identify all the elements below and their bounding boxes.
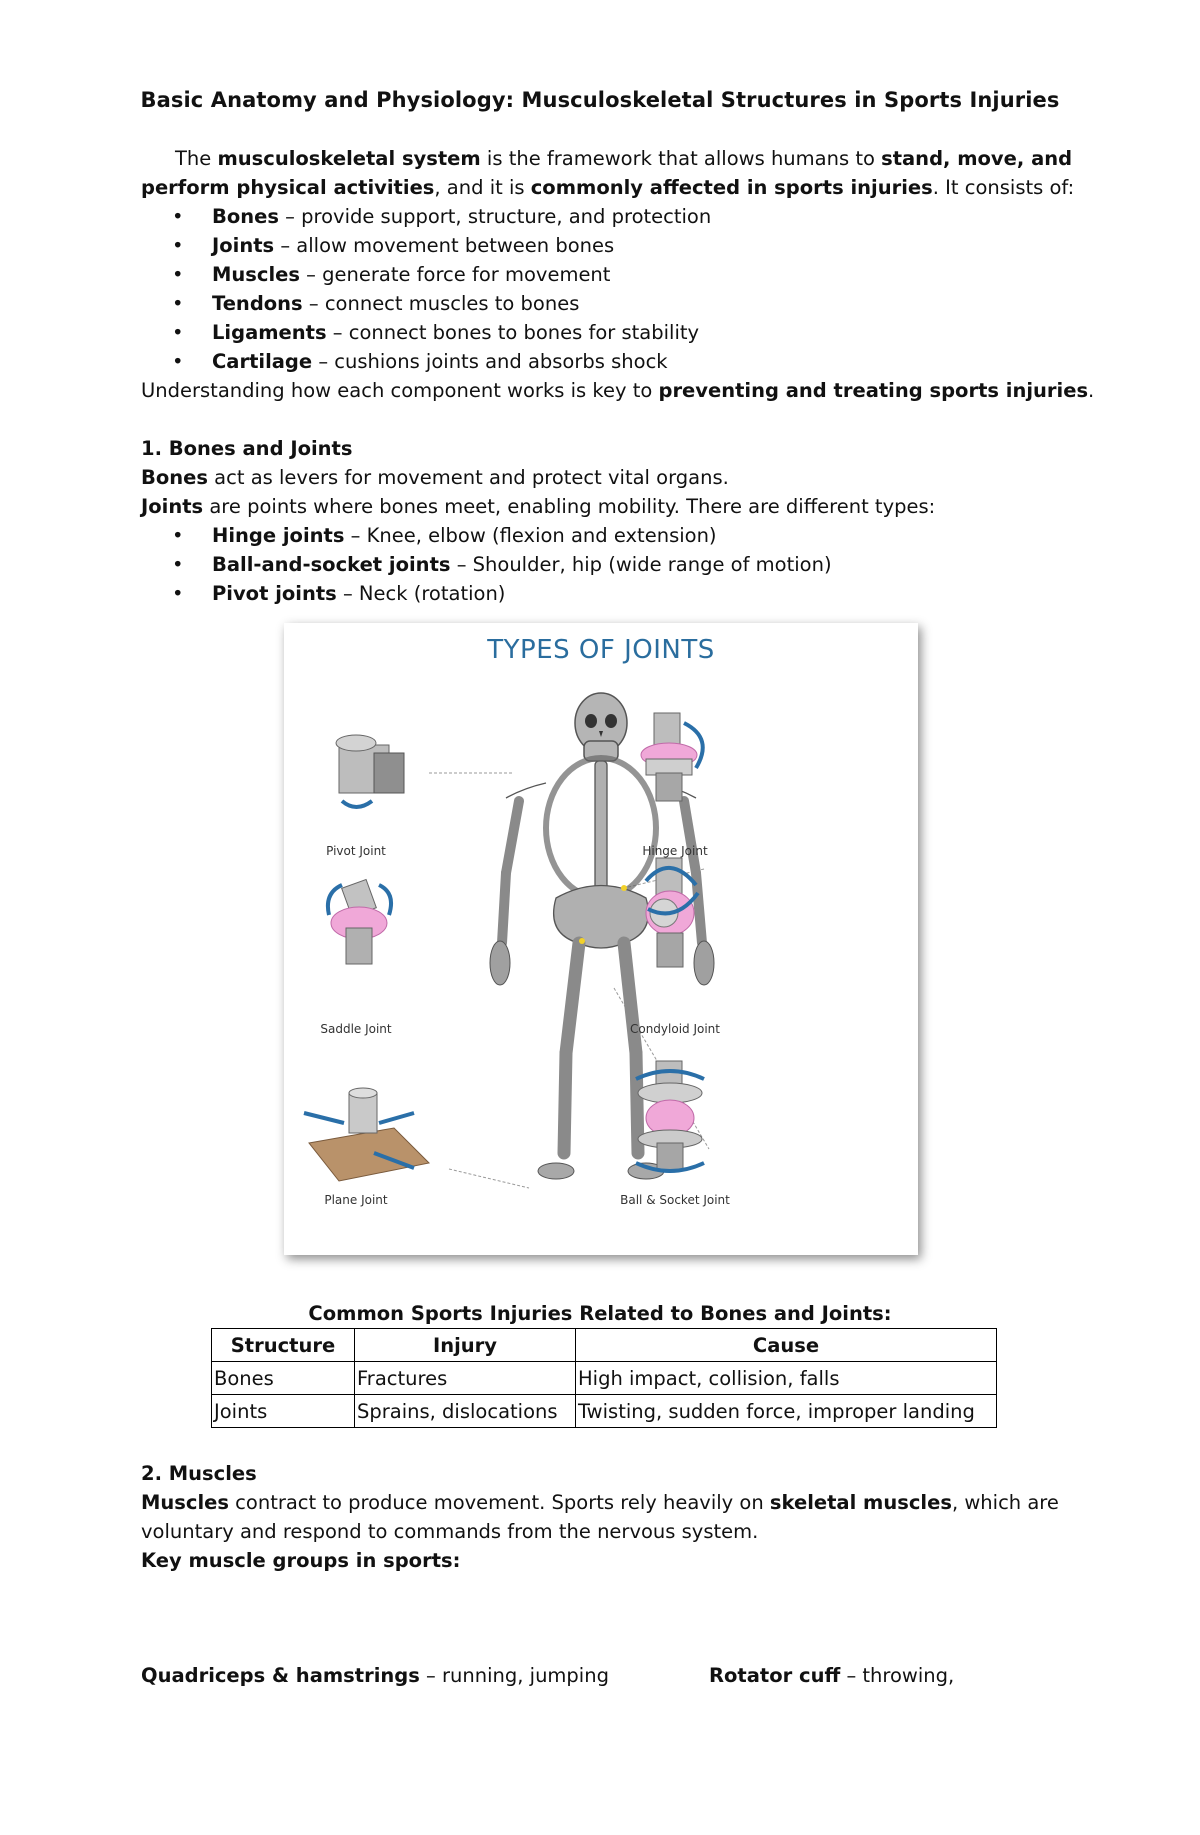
pivot-joint-icon xyxy=(336,735,404,807)
ball-socket-joint-label: Ball & Socket Joint xyxy=(620,1193,730,1207)
bones-line: Bones act as levers for movement and protect vital organs. xyxy=(141,466,729,489)
table-header-row xyxy=(212,1329,997,1362)
saddle-joint-icon xyxy=(328,879,391,964)
section-heading-muscles: 2. Muscles xyxy=(141,1462,257,1485)
saddle-joint-label: Saddle Joint xyxy=(320,1022,392,1036)
muscle-group-quadriceps: Quadriceps & hamstrings – running, jumping xyxy=(141,1664,609,1687)
section-heading-bones-joints: 1. Bones and Joints xyxy=(141,437,353,460)
hinge-joint-icon xyxy=(641,713,703,801)
table-row xyxy=(212,1395,997,1428)
column-header: Structure xyxy=(212,1329,355,1362)
key-muscle-groups-heading: Key muscle groups in sports: xyxy=(141,1549,461,1572)
table-cell: Twisting, sudden force, improper landing xyxy=(576,1395,997,1428)
hinge-joint-label: Hinge Joint xyxy=(642,844,708,858)
condyloid-joint-icon xyxy=(646,858,698,967)
document-title: Basic Anatomy and Physiology: Musculoskeletal Structures in Sports Injuries xyxy=(140,88,1060,112)
table-caption: Common Sports Injuries Related to Bones and Joints: xyxy=(308,1302,892,1325)
table-cell: Joints xyxy=(212,1395,355,1428)
plane-joint-icon xyxy=(304,1088,429,1181)
types-of-joints-figure xyxy=(284,623,918,1255)
plane-joint-label: Plane Joint xyxy=(324,1193,388,1207)
table-cell: Bones xyxy=(212,1362,355,1395)
table-cell: Fractures xyxy=(355,1362,576,1395)
figure-title: TYPES OF JOINTS xyxy=(487,635,715,665)
table-row xyxy=(212,1362,997,1395)
column-header: Cause xyxy=(576,1329,997,1362)
muscles-line-2: voluntary and respond to commands from the nervous system. xyxy=(141,1520,759,1543)
pivot-joint-label: Pivot Joint xyxy=(326,844,386,858)
table-cell: High impact, collision, falls xyxy=(576,1362,997,1395)
skeleton-illustration xyxy=(284,623,918,1255)
table-cell: Sprains, dislocations xyxy=(355,1395,576,1428)
muscles-line-1: Muscles contract to produce movement. Sports rely heavily on skeletal muscles, which are xyxy=(141,1491,1059,1514)
document-page: Basic Anatomy and Physiology: Musculoskeletal Structures in Sports Injuries The musculoskeletal system is the framework that allows humans to stand, move, and perform physical activities, and it is commonly affected in sports injuries. It consists of: • Bones – provide support, structure, and protection • Joints – allow movement between bones • Muscles – generate force for movement • Tendons – connect muscles to bones • Ligaments – connect bones to bones for stability • Cartilage – cushions joints and absorbs shock Understanding how each component works is key to preventing and treating sports injuries. 1. Bones and Joints Bones act as levers for movement and protect vital organs. Joints are points where bones meet, enabling mobility. There are different types: • Hinge joints – Knee, elbow (flexion and extension) • Ball-and-socket joints – Shoulder, hip (wide range of motion) • Pivot joints – Neck (rotation) TYPES OF JOINTS Pivot Joint Hinge Joint Saddle Joint Condyloid Joint Plane Joint Ball & Socket Joint Common Sports Injuries Related to Bones and Joints: Structure Injury Cause Bones Fractures High impact, collision, falls Joints Sprains, dislocations Twisting, sudden force, improper landing 2. Muscles Muscles contract to produce movement. Sports rely heavily on skeletal muscles, which are voluntary and respond to commands from the nervous system. Key muscle groups in sports: Quadriceps & hamstrings – running, jumping Rotator cuff – throwing, xyxy=(0,0,1200,1835)
muscle-group-rotator-cuff: Rotator cuff – throwing, xyxy=(709,1664,955,1687)
injuries-table xyxy=(211,1328,997,1428)
condyloid-joint-label: Condyloid Joint xyxy=(629,1022,720,1036)
column-header: Injury xyxy=(355,1329,576,1362)
ball-socket-joint-icon xyxy=(636,1061,704,1171)
intro-line-1: The musculoskeletal system is the framework that allows humans to stand, move, and xyxy=(175,147,1073,170)
joints-line: Joints are points where bones meet, enabling mobility. There are different types: xyxy=(141,495,936,518)
understanding-line: Understanding how each component works is key to preventing and treating sports injuries. xyxy=(141,379,1095,402)
intro-line-2: perform physical activities, and it is commonly affected in sports injuries. It consists of: xyxy=(141,176,1075,199)
